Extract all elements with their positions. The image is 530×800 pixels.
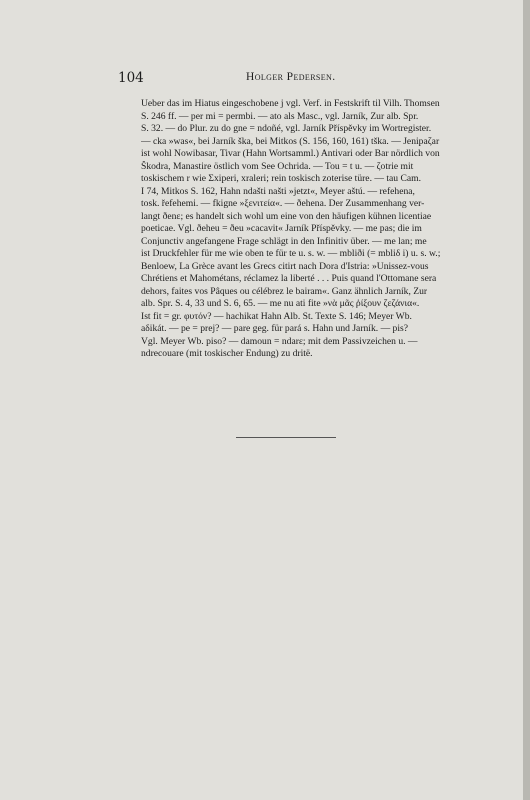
text-line: Benloew, La Grèce avant les Grecs citirt nach Dora d'Istria: »Unissez-vous <box>141 260 429 272</box>
text-line: — cka »was«, bei Jarník ška, bei Mitkos (S. 156, 160, 161) tška. — Jenipaζar <box>141 135 440 147</box>
text-line: Ueber das im Hiatus eingeschobene j vgl. Verf. in Festskrift til Vilh. Thomsen <box>141 98 440 109</box>
text-line: Chrétiens et Mahométans, réclamez la liberté . . . Puis quand l'Ottomane sera <box>141 273 437 284</box>
text-line: ist wohl Nowibasar, Tivar (Hahn Wortsamml.) Antivari oder Bar nördlich von <box>141 148 440 159</box>
text-line: alb. Spr. S. 4, 33 und S. 6, 65. — me nu ati fite »νὰ μᾶς ῥίξουν ζεζάνια«. <box>141 298 420 309</box>
text-line: Škodra, Manastire östlich vom See Ochrida. — Tou = t u. — ζotrie mit <box>141 160 414 172</box>
page-number: 104 <box>118 70 144 86</box>
body-text <box>141 98 441 361</box>
text-line: S. 32. — do Plur. zu do gne = ndoñé, vgl. Jarník Příspěvky im Wortregister. <box>141 123 432 134</box>
text-line: tosk. řefehemi. — fkigne »ξενιτεία«. — ðehena. Der Zusammenhang ver- <box>141 198 425 209</box>
text-line: Conjunctiv angefangene Frage schlägt in den Infinitiv über. — me lan; me <box>141 235 427 247</box>
section-divider-rule <box>236 437 336 438</box>
page-header <box>118 70 440 86</box>
text-line: toskischem r wie Σxiperi, xraleri; rein toskisch zoterise türe. — tau Cam. <box>141 173 421 184</box>
text-line: Ist fit = gr. φυτόν? — hachikat Hahn Alb. St. Texte S. 146; Meyer Wb. <box>141 310 412 322</box>
text-line: dehors, faites vos Pâques ou célébrez le bairam«. Ganz ähnlich Jarník, Zur <box>141 285 428 297</box>
text-line: I 74, Mitkos S. 162, Hahn ndašti našti »jetzt«, Meyer aštú. — refehena, <box>141 185 415 197</box>
text-line: poeticae. Vgl. ðeheu = ðeu »cacavit« Jarník Příspěvky. — me pas; die im <box>141 223 422 234</box>
text-line: S. 246 ff. — per mi = permbi. — ato als Masc., vgl. Jarník, Zur alb. Spr. <box>141 110 419 122</box>
text-line: ndrecouare (mit toskischer Endung) zu dritë. <box>141 348 313 359</box>
page-spine-edge <box>523 0 530 800</box>
text-line: ist Druckfehler für me wie oben te für te u. s. w. — mbliði (= mbliδ i) u. s. w.; <box>141 248 441 259</box>
running-head: Holger Pedersen. <box>246 71 336 83</box>
text-line: aδikát. — pe = prej? — pare geg. für pará s. Hahn und Jarník. — pis? <box>141 323 409 334</box>
text-line: Vgl. Meyer Wb. piso? — damoun = ndarε; mit dem Passivzeichen u. — <box>141 335 418 347</box>
text-line: langt ðenε; es handelt sich wohl um eine von den häufigen kühnen licentiae <box>141 210 432 222</box>
